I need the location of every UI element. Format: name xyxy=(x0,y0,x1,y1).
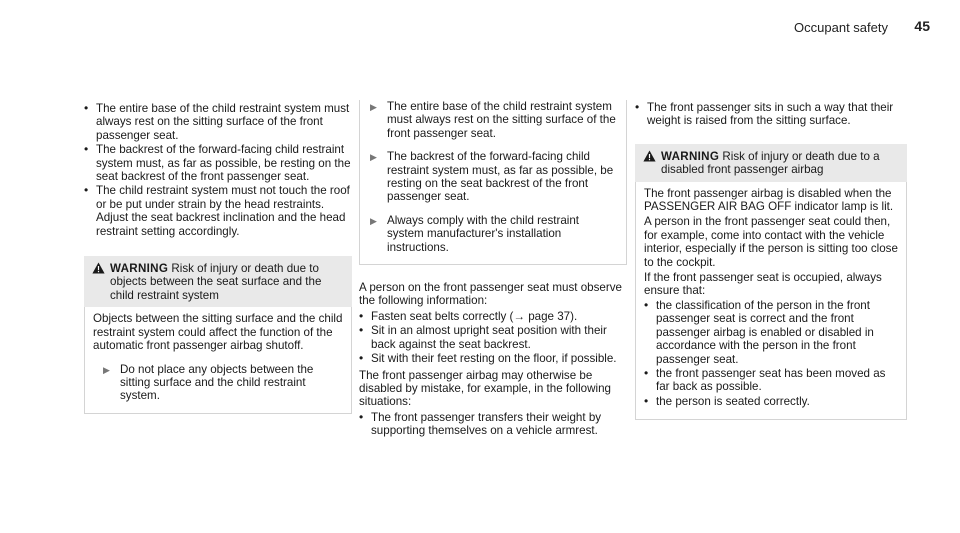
list-item: • the person is seated correctly. xyxy=(644,395,898,408)
instruction-text: Do not place any objects between the sitting surface and the child restraint system. xyxy=(120,362,314,403)
section-title: Occupant safety xyxy=(794,20,888,35)
situations-bullet-list xyxy=(359,411,627,438)
warning-label: WARNING xyxy=(110,262,169,276)
warning-header xyxy=(635,144,907,182)
warning-text: Objects between the sitting surface and the child restraint system could affect the function of the automatic front passenger airbag shutoff. xyxy=(93,312,343,353)
child-seat-bullet-list xyxy=(84,102,352,238)
instruction-item xyxy=(360,214,618,254)
list-item: • The front passenger transfers their weight by supporting themselves on a vehicle armrest. xyxy=(359,411,627,438)
column-3 xyxy=(635,101,907,420)
instruction-text: The entire base of the child restraint system must always rest on the sitting surface of the front passenger seat. xyxy=(387,100,616,140)
instruction-item xyxy=(360,150,618,204)
warning-text: The front passenger airbag is disabled when the PASSENGER AIR BAG OFF indicator lamp is lit. xyxy=(644,186,894,214)
column-1 xyxy=(84,102,352,414)
play-arrow-icon: ▶ xyxy=(370,152,377,163)
column-2 xyxy=(359,96,627,439)
warning-title: Risk of injury or death due to a disabled front passenger airbag xyxy=(661,149,880,177)
warning-title: Risk of injury or death due to objects between the seat surface and the child restraint system xyxy=(110,262,322,302)
list-item: • Fasten seat belts correctly (→ page 37). xyxy=(359,310,627,323)
warning-box xyxy=(635,144,907,420)
list-item: • The entire base of the child restraint system must always rest on the sitting surface of the front passenger seat. xyxy=(84,102,352,142)
warning-triangle-icon xyxy=(643,150,661,177)
page-number: 45 xyxy=(914,18,930,34)
list-item: • Sit with their feet resting on the floor, if possible. xyxy=(359,352,627,365)
instruction-item xyxy=(93,363,343,403)
instruction-box xyxy=(359,100,627,265)
warning-text: If the front passenger seat is occupied, always ensure that: xyxy=(644,271,882,298)
warning-body xyxy=(84,307,352,413)
situations-bullet-list-continued xyxy=(635,101,907,128)
list-item: • the front passenger seat has been moved as far back as possible. xyxy=(644,367,898,394)
play-arrow-icon: ▶ xyxy=(103,364,110,375)
play-arrow-icon: ▶ xyxy=(370,215,377,226)
list-item: • The front passenger sits in such a way that their weight is raised from the sitting surface. xyxy=(635,101,907,128)
list-item: • The child restraint system must not touch the roof or be put under strain by the head restraints. Adjust the seat backrest inclination and the head restraint setting accordingly. xyxy=(84,184,352,238)
passenger-bullet-list xyxy=(359,310,627,366)
intro-paragraph: A person on the front passenger seat must observe the following information: xyxy=(359,281,622,308)
warning-triangle-icon xyxy=(92,262,110,302)
warning-header xyxy=(84,256,352,307)
situations-paragraph: The front passenger airbag may otherwise be disabled by mistake, for example, in the following situations: xyxy=(359,368,611,409)
warning-bullet-list xyxy=(644,299,898,408)
instruction-text: Always comply with the child restraint system manufacturer's installation instructions. xyxy=(387,213,580,254)
instruction-text: The backrest of the forward-facing child restraint system must, as far as possible, be resting on the seat backrest of the front passenger seat. xyxy=(387,150,614,204)
instruction-item xyxy=(360,100,618,140)
warning-text: A person in the front passenger seat could then, for example, come into contact with the vehicle interior, especially if the person is sitting too close to the cockpit. xyxy=(644,215,898,269)
list-item: • Sit in an almost upright seat position with their back against the seat backrest. xyxy=(359,324,627,351)
warning-box xyxy=(84,256,352,414)
warning-label: WARNING xyxy=(661,149,720,163)
play-arrow-icon: ▶ xyxy=(370,102,377,112)
list-item: • the classification of the person in the front passenger seat is correct and the front passenger airbag is enabled or disabled in accordance with the person in the front passenger seat. xyxy=(644,299,898,366)
warning-body xyxy=(635,182,907,421)
list-item: • The backrest of the forward-facing child restraint system must, as far as possible, be resting on the seat backrest of the front passenger seat. xyxy=(84,143,352,183)
